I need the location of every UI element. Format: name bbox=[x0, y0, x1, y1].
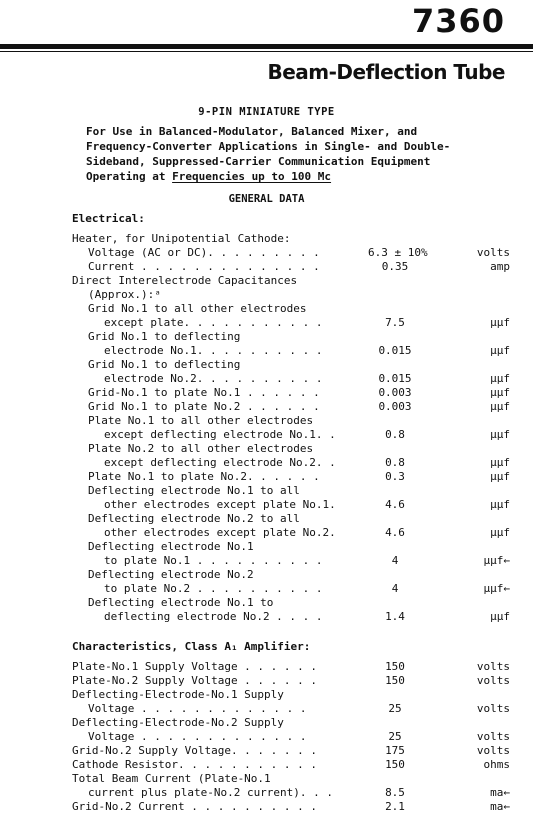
spec-row bbox=[72, 358, 512, 372]
spec-row bbox=[72, 610, 512, 624]
spec-value: 0.35 bbox=[381, 260, 409, 273]
intro-frequency-underlined: Frequencies up to 100 Mc bbox=[172, 170, 332, 183]
spec-row bbox=[72, 582, 512, 596]
spec-value: 7.5 bbox=[385, 316, 405, 329]
spec-row bbox=[72, 786, 512, 800]
spec-unit: μμf bbox=[490, 372, 510, 385]
spec-label: Plate No.1 to plate No.2. . . . . . bbox=[88, 470, 320, 483]
spec-value: 2.1 bbox=[385, 800, 405, 813]
spec-unit: μμf← bbox=[483, 582, 510, 595]
spec-unit: μμf bbox=[490, 610, 510, 623]
spec-unit: μμf bbox=[490, 428, 510, 441]
spec-row bbox=[72, 554, 512, 568]
spec-label: Plate-No.2 Supply Voltage . . . . . . bbox=[72, 674, 318, 687]
electrical-heading: Electrical: bbox=[72, 212, 145, 225]
spec-label: Plate No.1 to all other electrodes bbox=[88, 414, 314, 427]
spec-value: 8.5 bbox=[385, 786, 405, 799]
spec-row bbox=[72, 568, 512, 582]
spec-unit: ma← bbox=[490, 786, 510, 799]
spec-row bbox=[72, 414, 512, 428]
spec-value: 25 bbox=[388, 730, 402, 743]
spec-row bbox=[72, 758, 512, 772]
characteristics-rows bbox=[72, 660, 512, 814]
spec-row bbox=[72, 456, 512, 470]
spec-label: Grid-No.1 to plate No.1 . . . . . . bbox=[88, 386, 320, 399]
spec-value: 150 bbox=[385, 674, 405, 687]
intro-paragraph bbox=[86, 124, 506, 184]
spec-row bbox=[72, 596, 512, 610]
spec-value: 0.003 bbox=[378, 386, 412, 399]
type-line: 9-PIN MINIATURE TYPE bbox=[198, 106, 335, 118]
spec-value: 150 bbox=[385, 660, 405, 673]
spec-value: 175 bbox=[385, 744, 405, 757]
spec-label: Deflecting-Electrode-No.2 Supply bbox=[72, 716, 284, 729]
spec-label: deflecting electrode No.2 . . . . bbox=[104, 610, 323, 623]
spec-unit: μμf bbox=[490, 498, 510, 511]
intro-last-prefix: Operating at bbox=[86, 170, 173, 183]
spec-row bbox=[72, 484, 512, 498]
spec-label: Voltage . . . . . . . . . . . . . bbox=[88, 730, 307, 743]
spec-unit: μμf bbox=[490, 526, 510, 539]
spec-label: to plate No.2 . . . . . . . . . . bbox=[104, 582, 323, 595]
spec-row bbox=[72, 400, 512, 414]
spec-unit: volts bbox=[476, 674, 510, 687]
spec-label: Voltage . . . . . . . . . . . . . bbox=[88, 702, 307, 715]
spec-label: Grid No.1 to all other electrodes bbox=[88, 302, 307, 315]
general-data-heading: GENERAL DATA bbox=[228, 193, 305, 205]
spec-row bbox=[72, 660, 512, 674]
spec-row bbox=[72, 232, 512, 246]
spec-value: 6.3 ± 10% bbox=[368, 246, 428, 259]
spec-row bbox=[72, 260, 512, 274]
spec-value: 0.015 bbox=[378, 344, 412, 357]
spec-value: 0.8 bbox=[385, 428, 405, 441]
spec-label: Voltage (AC or DC). . . . . . . . . bbox=[88, 246, 320, 259]
spec-unit: ma← bbox=[490, 800, 510, 813]
electrical-rows bbox=[72, 232, 512, 624]
spec-label: Grid No.1 to plate No.2 . . . . . . bbox=[88, 400, 320, 413]
spec-row bbox=[72, 716, 512, 730]
spec-unit: μμf bbox=[490, 386, 510, 399]
spec-label: except deflecting electrode No.2. . bbox=[104, 456, 336, 469]
spec-row bbox=[72, 288, 512, 302]
spec-row bbox=[72, 274, 512, 288]
spec-row bbox=[72, 386, 512, 400]
spec-unit: volts bbox=[476, 660, 510, 673]
spec-label: Plate-No.1 Supply Voltage . . . . . . bbox=[72, 660, 318, 673]
spec-unit: μμf bbox=[490, 400, 510, 413]
spec-value: 0.003 bbox=[378, 400, 412, 413]
spec-label: except plate. . . . . . . . . . . bbox=[104, 316, 323, 329]
spec-unit: volts bbox=[476, 702, 510, 715]
spec-label: (Approx.):ᵃ bbox=[88, 288, 161, 301]
spec-unit: volts bbox=[476, 730, 510, 743]
spec-label: current plus plate-No.2 current). . . bbox=[88, 786, 334, 799]
intro-line: Frequency-Converter Applications in Single- and Double- bbox=[86, 140, 451, 153]
spec-row bbox=[72, 540, 512, 554]
tube-title: Beam-Deflection Tube bbox=[267, 60, 505, 84]
spec-row bbox=[72, 344, 512, 358]
spec-value: 4 bbox=[391, 554, 399, 567]
spec-label: except deflecting electrode No.1. . bbox=[104, 428, 336, 441]
spec-label: to plate No.1 . . . . . . . . . . bbox=[104, 554, 323, 567]
spec-row bbox=[72, 372, 512, 386]
spec-label: other electrodes except plate No.1. bbox=[104, 498, 336, 511]
spec-unit: μμf← bbox=[483, 554, 510, 567]
spec-unit: μμf bbox=[490, 344, 510, 357]
tube-number: 7360 bbox=[411, 2, 505, 40]
spec-value: 4 bbox=[391, 582, 399, 595]
spec-unit: volts bbox=[476, 246, 510, 259]
spec-label: Grid No.1 to deflecting bbox=[88, 330, 241, 343]
spec-label: Deflecting electrode No.2 to all bbox=[88, 512, 300, 525]
spec-unit: μμf bbox=[490, 316, 510, 329]
spec-row bbox=[72, 688, 512, 702]
spec-row bbox=[72, 526, 512, 540]
spec-label: Total Beam Current (Plate-No.1 bbox=[72, 772, 271, 785]
spec-unit: ohms bbox=[483, 758, 510, 771]
spec-row bbox=[72, 498, 512, 512]
spec-label: Deflecting electrode No.1 to bbox=[88, 596, 274, 609]
intro-line: For Use in Balanced-Modulator, Balanced Mixer, and bbox=[86, 125, 418, 138]
spec-unit: μμf bbox=[490, 470, 510, 483]
spec-value: 4.6 bbox=[385, 498, 405, 511]
spec-value: 25 bbox=[388, 702, 402, 715]
spec-row bbox=[72, 302, 512, 316]
spec-row bbox=[72, 772, 512, 786]
spec-unit: volts bbox=[476, 744, 510, 757]
spec-label: Plate No.2 to all other electrodes bbox=[88, 442, 314, 455]
spec-row bbox=[72, 470, 512, 484]
spec-label: Cathode Resistor. . . . . . . . . . . bbox=[72, 758, 318, 771]
header-rule-thin bbox=[0, 51, 533, 52]
spec-row bbox=[72, 702, 512, 716]
spec-label: Deflecting electrode No.1 to all bbox=[88, 484, 300, 497]
spec-label: Grid-No.2 Current . . . . . . . . . . bbox=[72, 800, 318, 813]
spec-value: 0.8 bbox=[385, 456, 405, 469]
spec-unit: amp bbox=[490, 260, 510, 273]
spec-label: electrode No.2. . . . . . . . . . bbox=[104, 372, 323, 385]
spec-label: Deflecting electrode No.2 bbox=[88, 568, 254, 581]
spec-value: 0.015 bbox=[378, 372, 412, 385]
spec-label: Current . . . . . . . . . . . . . . bbox=[88, 260, 320, 273]
spec-value: 150 bbox=[385, 758, 405, 771]
spec-label: Heater, for Unipotential Cathode: bbox=[72, 232, 291, 245]
spec-row bbox=[72, 428, 512, 442]
spec-label: Grid No.1 to deflecting bbox=[88, 358, 241, 371]
spec-unit: μμf bbox=[490, 456, 510, 469]
spec-row bbox=[72, 744, 512, 758]
spec-label: Direct Interelectrode Capacitances bbox=[72, 274, 298, 287]
header-rule-thick bbox=[0, 44, 533, 49]
intro-line: Sideband, Suppressed-Carrier Communication Equipment bbox=[86, 155, 431, 168]
intro-line bbox=[86, 169, 506, 184]
spec-row bbox=[72, 246, 512, 260]
spec-row bbox=[72, 316, 512, 330]
spec-label: electrode No.1. . . . . . . . . . bbox=[104, 344, 323, 357]
spec-label: Deflecting-Electrode-No.1 Supply bbox=[72, 688, 284, 701]
spec-label: other electrodes except plate No.2. bbox=[104, 526, 336, 539]
spec-row bbox=[72, 730, 512, 744]
spec-value: 4.6 bbox=[385, 526, 405, 539]
spec-value: 1.4 bbox=[385, 610, 405, 623]
spec-row bbox=[72, 330, 512, 344]
spec-value: 0.3 bbox=[385, 470, 405, 483]
characteristics-heading: Characteristics, Class A₁ Amplifier: bbox=[72, 640, 311, 653]
spec-row bbox=[72, 674, 512, 688]
spec-label: Grid-No.2 Supply Voltage. . . . . . . bbox=[72, 744, 318, 757]
spec-label: Deflecting electrode No.1 bbox=[88, 540, 254, 553]
spec-row bbox=[72, 800, 512, 814]
spec-row bbox=[72, 442, 512, 456]
spec-row bbox=[72, 512, 512, 526]
